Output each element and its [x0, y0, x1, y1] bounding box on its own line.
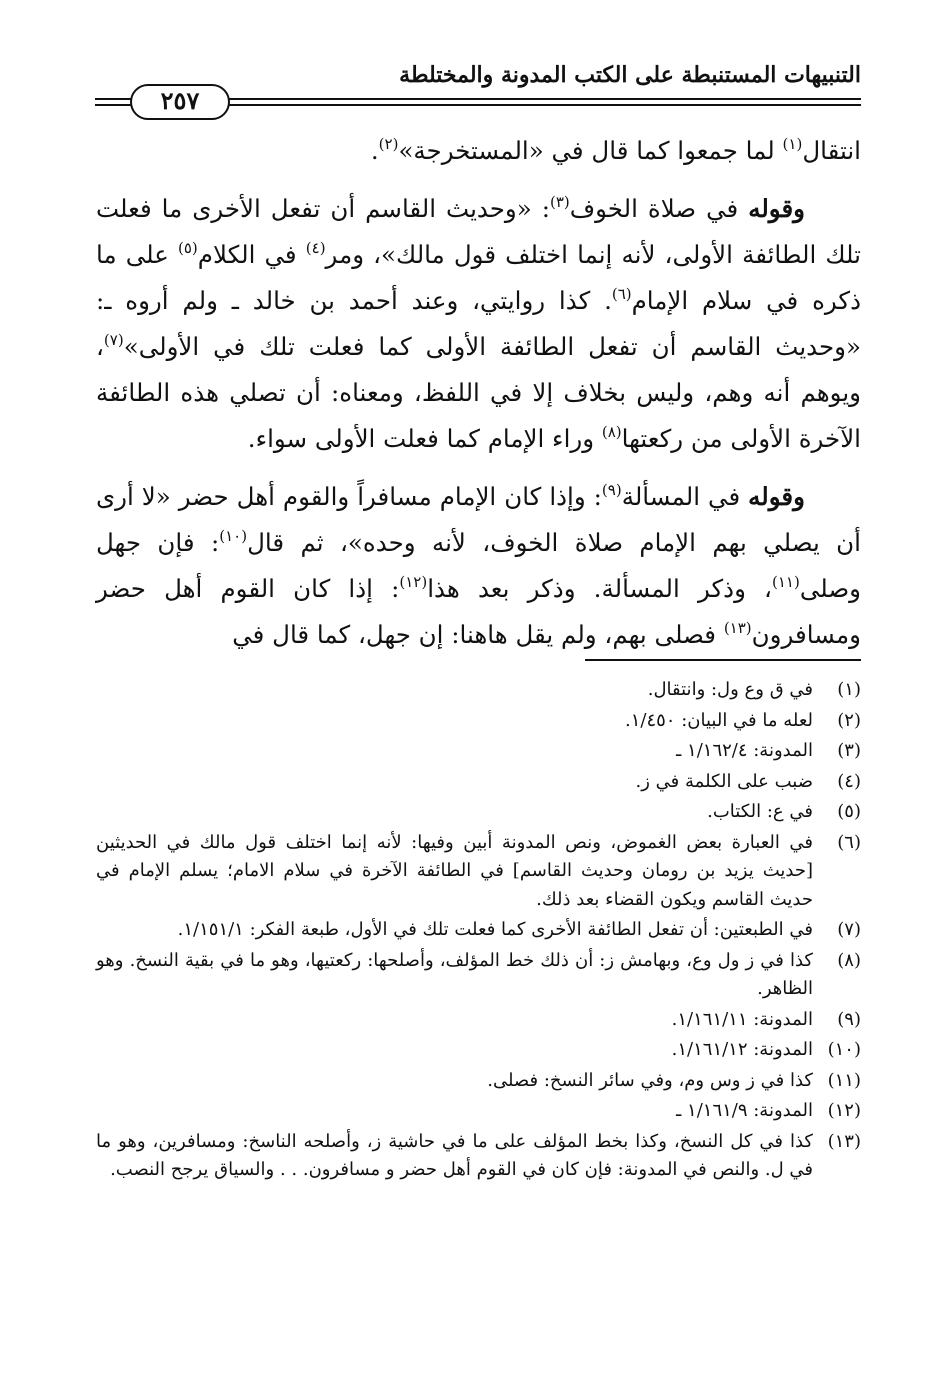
footnote-number: (١) — [837, 679, 861, 700]
footnote-ref: (١٢) — [399, 573, 428, 591]
paragraph — [96, 128, 861, 174]
footnote-text: كذا في ز وس وم، وفي سائر النسخ: فصلى. — [487, 1069, 813, 1091]
footnote-number: (١٢) — [827, 1100, 861, 1121]
footnote — [96, 707, 861, 736]
footnote-ref: (١٠) — [219, 527, 248, 545]
footnote — [96, 768, 861, 797]
text-run: . — [370, 136, 379, 165]
text-run: في الكلام — [197, 240, 306, 269]
paragraph — [96, 186, 861, 462]
text-run: : فإن جهل وصلى — [96, 528, 861, 603]
footnote-text: كذا في ز ول وع، وبهامش ز: أن ذلك خط المؤلف، وأصلحها: ركعتيها، وهو ما في بقية النسخ. وهو الظاهر. — [96, 949, 813, 999]
footnote — [96, 737, 861, 766]
footnote-text: في العبارة بعض الغموض، ونص المدونة أبين وفيها: لأنه إنما اختلف قول مالك في الحديثين [حديث يزيد بن رومان وحديث القاسم] في الطائفة الآخرة في سلام الامام؛ يسلم الإمام في حديث القاسم ويكون القضاء بعد ذلك. — [96, 831, 813, 910]
text-run: : «وحديث القاسم أن تفعل الأخرى ما فعلت تلك الطائفة الأولى، لأنه إنما اختلف قول مالك»، ومر — [96, 194, 861, 269]
text-run: : إذا كان القوم أهل حضر ومسافرون — [96, 574, 861, 649]
lead-word: وقوله — [748, 482, 805, 511]
footnote-number: (١٣) — [827, 1130, 861, 1152]
footnote-ref: (١١) — [771, 573, 800, 591]
running-title: التنبيهات المستنبطة على الكتب المدونة والمختلطة — [399, 62, 861, 88]
footnote — [96, 1097, 861, 1126]
text-run: وراء الإمام كما فعلت الأولى سواء. — [247, 424, 602, 453]
footnote-text: في الطبعتين: أن تفعل الطائفة الأخرى كما فعلت تلك في الأول، طبعة الفكر: ١/١٥١/١. — [177, 919, 813, 940]
footnote-number: (١٠) — [827, 1039, 861, 1060]
footnote-text: المدونة: ١/١٦١/٩ ـ — [676, 1100, 813, 1121]
footnote-ref: (١) — [782, 135, 803, 153]
footnote — [96, 798, 861, 827]
footnote — [96, 1067, 861, 1096]
footnote — [96, 916, 861, 945]
footnote-ref: (٩) — [601, 481, 622, 499]
paragraph — [96, 474, 861, 658]
text-run: . كذا روايتي، وعند أحمد بن خالد ـ ولم أروه ـ: «وحديث القاسم أن تفعل الطائفة الأولى كما فعلت تلك في الأولى» — [96, 286, 861, 361]
text-run: في صلاة الخوف — [569, 194, 749, 223]
footnote — [96, 1128, 861, 1185]
text-run: : وإذا كان الإمام مسافراً والقوم أهل حضر «لا أرى أن يصلي بهم الإمام صلاة الخوف، لأنه وحده»، ثم قال — [96, 482, 861, 557]
footnote-number: (٣) — [837, 740, 861, 761]
footnotes — [96, 676, 861, 1187]
footnote-text: ضبب على الكلمة في ز. — [635, 770, 813, 792]
footnote-number: (٥) — [837, 801, 861, 822]
text-run: على ما ذكره في سلام الإمام — [96, 240, 861, 315]
footnote-text: المدونة: ١/١٦١/١٢. — [671, 1039, 813, 1060]
footnote-ref: (٧) — [103, 331, 124, 349]
footnote-number: (٩) — [837, 1008, 861, 1030]
footnote — [96, 829, 861, 915]
footnote-separator — [585, 659, 861, 661]
text-run: ، وذكر المسألة. وذكر بعد هذا — [427, 574, 772, 603]
text-run: فصلى بهم، ولم يقل هاهنا: إن جهل، كما قال في — [232, 620, 724, 649]
footnote-ref: (٦) — [611, 285, 632, 303]
footnote-ref: (٣) — [549, 193, 570, 211]
text-run: في المسألة — [621, 482, 749, 511]
footnote-number: (٦) — [837, 831, 861, 853]
footnote-ref: (٨) — [601, 423, 622, 441]
footnote-number: (٢) — [837, 709, 861, 731]
text-run: ، ويوهم أنه وهم، وليس بخلاف إلا في اللفظ، ومعناه: أن تصلي هذه الطائفة الآخرة الأولى من ركعتها — [96, 332, 861, 453]
footnote-text: المدونة: ١/١٦٢/٤ ـ — [676, 740, 813, 761]
footnote-number: (٤) — [837, 770, 861, 792]
footnote-ref: (٢) — [378, 135, 399, 153]
footnote-text: في ع: الكتاب. — [707, 801, 813, 822]
footnote-ref: (١٣) — [723, 619, 752, 637]
footnote — [96, 676, 861, 705]
lead-word: وقوله — [748, 194, 805, 223]
footnote — [96, 1036, 861, 1065]
footnote-text: المدونة: ١/١٦١/١١. — [671, 1008, 813, 1030]
footnote-text: في ق وع ول: وانتقال. — [647, 679, 813, 700]
footnote-text: لعله ما في البيان: ١/٤٥٠. — [625, 709, 813, 731]
page-number: ٢٥٧ — [130, 84, 230, 120]
footnote — [96, 1006, 861, 1035]
text-run: انتقال — [802, 136, 861, 165]
footnote-number: (١١) — [827, 1069, 861, 1091]
text-run: لما جمعوا كما قال في «المستخرجة» — [398, 136, 783, 165]
footnote-number: (٨) — [837, 949, 861, 971]
footnote — [96, 947, 861, 1004]
footnote-number: (٧) — [837, 919, 861, 940]
footnote-text: كذا في كل النسخ، وكذا بخط المؤلف على ما في حاشية ز، وأصلحه الناسخ: ومسافرين، وهو ما في ل. والنص في المدونة: فإن كان في القوم أهل حضر و مسافرون. . . والسياق يرجح النصب. — [96, 1130, 813, 1180]
footnote-ref: (٥) — [178, 239, 198, 257]
main-text — [96, 128, 861, 670]
footnote-ref: (٤) — [305, 239, 326, 257]
